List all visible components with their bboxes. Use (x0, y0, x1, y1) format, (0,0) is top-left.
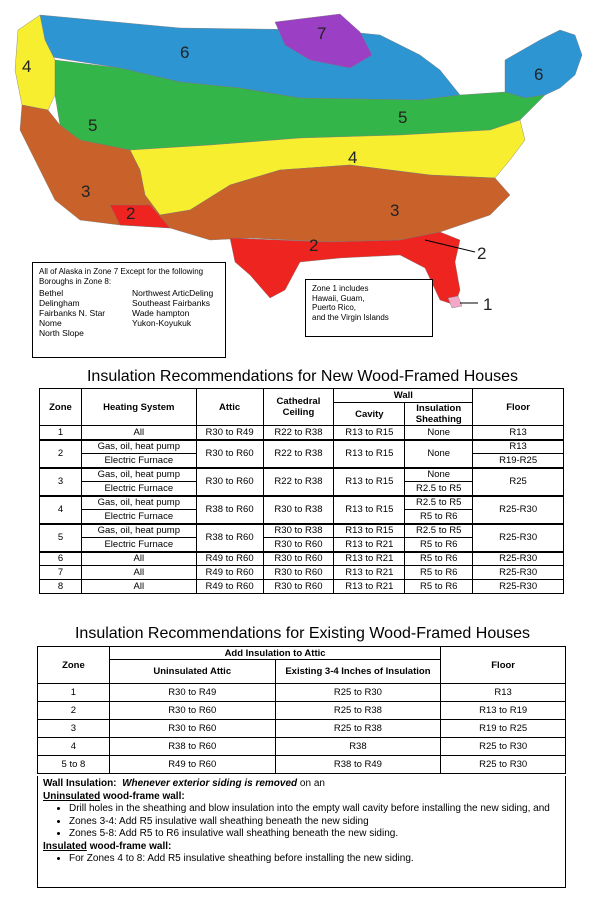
insulated-bullets (43, 853, 560, 866)
zone1-note-line: Hawaii, Guam, (312, 293, 365, 303)
cell-cavity: R13 to R15 (334, 440, 405, 468)
wall-insulation-notes (37, 776, 566, 888)
cell-zone: 1 (40, 426, 82, 440)
cell-attic: R49 to R60 (196, 552, 263, 566)
cell-cathedral: R22 to R38 (263, 426, 334, 440)
list-item: • Zones 3-4: Add R5 insulative wall sheathing beneath the new siding (69, 816, 560, 829)
zone-label: 4 (348, 148, 358, 167)
cell-attic: R38 to R60 (196, 524, 263, 552)
header-zone: Zone (40, 389, 82, 426)
borough: Wade hampton (132, 308, 190, 318)
cell-cavity: R13 to R21 (334, 580, 405, 594)
cell-cavity: R13 to R15 (334, 496, 405, 524)
cell-floor: R25-R30 (473, 496, 564, 524)
cell-cathedral: R30 to R60 (263, 552, 334, 566)
header-wall: Wall (334, 389, 473, 403)
header-cavity: Cavity (334, 403, 405, 426)
callout-label: 2 (477, 244, 487, 263)
table-row (38, 720, 566, 738)
header-uninsulated: Uninsulated Attic (109, 660, 275, 684)
cell-cavity: R13 to R21 (334, 566, 405, 580)
cell-floor: R25 (473, 468, 564, 496)
uninsulated-word: Uninsulated (43, 790, 101, 802)
table-row (38, 756, 566, 774)
cell-heating: Electric Furnace (81, 538, 196, 552)
cell-sheathing: R5 to R6 (405, 510, 473, 524)
insulated-word: Insulated (43, 840, 87, 852)
cell-floor: R13 to R19 (441, 702, 566, 720)
cell-cathedral: R30 to R38 (263, 496, 334, 524)
cell-floor: R25 to R30 (441, 756, 566, 774)
borough: North Slope (39, 328, 84, 338)
header-heating: Heating System (81, 389, 196, 426)
cell-attic: R38 to R60 (196, 496, 263, 524)
uninsulated-bullets (43, 803, 560, 841)
cell-heating: Electric Furnace (81, 482, 196, 496)
cell-uninsulated: R30 to R49 (109, 684, 275, 702)
cell-zone: 2 (40, 440, 82, 468)
cell-floor: R25-R30 (473, 566, 564, 580)
cell-heating: Gas, oil, heat pump (81, 440, 196, 454)
new-houses-table (39, 388, 564, 594)
zone-label: 5 (88, 116, 98, 135)
cell-floor: R25-R30 (473, 580, 564, 594)
zone-label: 7 (317, 24, 327, 43)
cell-attic: R49 to R60 (196, 566, 263, 580)
zone-6-ne-region (505, 30, 582, 98)
cell-zone: 8 (40, 580, 82, 594)
wall-tail: on an (299, 778, 325, 789)
cell-zone: 4 (38, 738, 110, 756)
cell-cathedral: R30 to R38 (263, 524, 334, 538)
cell-zone: 1 (38, 684, 110, 702)
cell-existing: R25 to R38 (275, 702, 441, 720)
cell-heating: All (81, 426, 196, 440)
alaska-intro: All of Alaska in Zone 7 Except for the following Boroughs in Zone 8: (39, 267, 204, 286)
header-sheathing: Insulation Sheathing (405, 403, 473, 426)
table-row (40, 566, 564, 580)
table-row (38, 702, 566, 720)
alaska-boroughs-col1 (39, 288, 126, 338)
cell-heating: All (81, 552, 196, 566)
cell-sheathing: None (405, 468, 473, 482)
cell-floor: R13 (473, 440, 564, 454)
header-attic: Attic (196, 389, 263, 426)
cell-floor: R25-R30 (473, 552, 564, 566)
cell-floor: R13 (441, 684, 566, 702)
table-row (40, 552, 564, 566)
cell-attic: R30 to R60 (196, 468, 263, 496)
cell-heating: Electric Furnace (81, 510, 196, 524)
cell-uninsulated: R30 to R60 (109, 702, 275, 720)
table-row (38, 738, 566, 756)
alaska-note (32, 262, 226, 358)
cell-attic: R30 to R60 (196, 440, 263, 468)
cell-floor: R19-R25 (473, 454, 564, 468)
cell-zone: 3 (40, 468, 82, 496)
cell-zone: 5 to 8 (38, 756, 110, 774)
table-row (40, 524, 564, 538)
insulated-heading (43, 841, 560, 854)
cell-attic: R49 to R60 (196, 580, 263, 594)
borough: Bethel (39, 288, 64, 298)
cell-zone: 4 (40, 496, 82, 524)
header-zone: Zone (38, 647, 110, 684)
borough: Northwest ArticDeling (132, 288, 214, 298)
cell-sheathing: R2.5 to R5 (405, 524, 473, 538)
cell-heating: Gas, oil, heat pump (81, 496, 196, 510)
cell-uninsulated: R49 to R60 (109, 756, 275, 774)
table-row (40, 580, 564, 594)
cell-sheathing: R5 to R6 (405, 580, 473, 594)
zone1-note-line: Puerto Rico, (312, 303, 357, 312)
cell-cathedral: R22 to R38 (263, 468, 334, 496)
uninsulated-heading (43, 791, 560, 804)
cell-cavity: R13 to R15 (334, 426, 405, 440)
header-cathedral: Cathedral Ceiling (263, 389, 334, 426)
existing-houses-body (38, 684, 566, 774)
cell-uninsulated: R30 to R60 (109, 720, 275, 738)
cell-cavity: R13 to R21 (334, 538, 405, 552)
zone1-note-line: and the Virgin Islands (312, 312, 389, 322)
table-row (40, 440, 564, 454)
table-row (38, 684, 566, 702)
zone-1-region (448, 296, 462, 308)
cell-floor: R19 to R25 (441, 720, 566, 738)
cell-zone: 5 (40, 524, 82, 552)
cell-cathedral: R22 to R38 (263, 440, 334, 468)
borough: Southeast Fairbanks (132, 298, 210, 308)
wall-emphasis: Whenever exterior siding is removed (122, 778, 298, 789)
cell-cathedral: R30 to R60 (263, 580, 334, 594)
cell-floor: R25-R30 (473, 524, 564, 552)
borough: Nome (39, 318, 62, 328)
zone-label: 2 (309, 236, 319, 255)
header-floor: Floor (441, 647, 566, 684)
uninsulated-tail: wood-frame wall: (103, 790, 185, 802)
cell-sheathing: R2.5 to R5 (405, 482, 473, 496)
insulated-tail: wood-frame wall: (89, 840, 172, 852)
list-item: • Drill holes in the sheathing and blow insulation into the empty wall cavity before installing the new siding, and (69, 803, 560, 816)
borough: Fairbanks N. Star (39, 308, 106, 318)
zone1-note-line: Zone 1 includes (312, 284, 369, 293)
cell-zone: 2 (38, 702, 110, 720)
zone-label: 6 (180, 43, 190, 62)
cell-sheathing: R2.5 to R5 (405, 496, 473, 510)
cell-attic: R30 to R49 (196, 426, 263, 440)
wall-label: Wall Insulation: (43, 778, 117, 789)
zone1-note (305, 279, 433, 337)
zone-label: 6 (534, 65, 544, 84)
zone-label: 2 (126, 204, 136, 223)
cell-existing: R38 to R49 (275, 756, 441, 774)
existing-houses-table (37, 646, 566, 774)
header-add-attic: Add Insulation to Attic (109, 647, 440, 660)
table-row (40, 426, 564, 440)
cell-zone: 7 (40, 566, 82, 580)
cell-heating: Electric Furnace (81, 454, 196, 468)
cell-cathedral: R30 to R60 (263, 538, 334, 552)
cell-sheathing: R5 to R6 (405, 552, 473, 566)
cell-uninsulated: R38 to R60 (109, 738, 275, 756)
cell-heating: Gas, oil, heat pump (81, 468, 196, 482)
new-houses-title: Insulation Recommendations for New Wood-Framed Houses (86, 368, 518, 385)
existing-houses-title: Insulation Recommendations for Existing Wood-Framed Houses (74, 625, 531, 642)
callout-label: 1 (483, 295, 493, 314)
list-item: • Zones 5-8: Add R5 to R6 insulative wall sheathing beneath the new siding. (69, 828, 560, 841)
zone-label: 5 (398, 108, 408, 127)
table-row (40, 468, 564, 482)
cell-sheathing: None (405, 440, 473, 468)
climate-zone-map (0, 0, 605, 362)
cell-cavity: R13 to R21 (334, 552, 405, 566)
cell-zone: 3 (38, 720, 110, 738)
cell-sheathing: R5 to R6 (405, 538, 473, 552)
list-item: • For Zones 4 to 8: Add R5 insulative sheathing before installing the new siding. (69, 853, 560, 866)
cell-heating: Gas, oil, heat pump (81, 524, 196, 538)
cell-sheathing: None (405, 426, 473, 440)
cell-cavity: R13 to R15 (334, 524, 405, 538)
borough: Delingham (39, 298, 80, 308)
cell-existing: R38 (275, 738, 441, 756)
zone-label: 3 (81, 182, 91, 201)
borough: Yukon-Koyukuk (132, 318, 192, 328)
alaska-boroughs-col2 (132, 288, 219, 338)
header-floor: Floor (473, 389, 564, 426)
cell-existing: R25 to R38 (275, 720, 441, 738)
cell-heating: All (81, 566, 196, 580)
zone-label: 4 (22, 57, 32, 76)
cell-sheathing: R5 to R6 (405, 566, 473, 580)
header-existing: Existing 3-4 Inches of Insulation (275, 660, 441, 684)
cell-cathedral: R30 to R60 (263, 566, 334, 580)
zone-label: 3 (390, 201, 400, 220)
cell-cavity: R13 to R15 (334, 468, 405, 496)
cell-zone: 6 (40, 552, 82, 566)
cell-heating: All (81, 580, 196, 594)
cell-floor: R13 (473, 426, 564, 440)
wall-insulation-heading (43, 778, 560, 791)
cell-floor: R25 to R30 (441, 738, 566, 756)
table-row (40, 496, 564, 510)
cell-existing: R25 to R30 (275, 684, 441, 702)
